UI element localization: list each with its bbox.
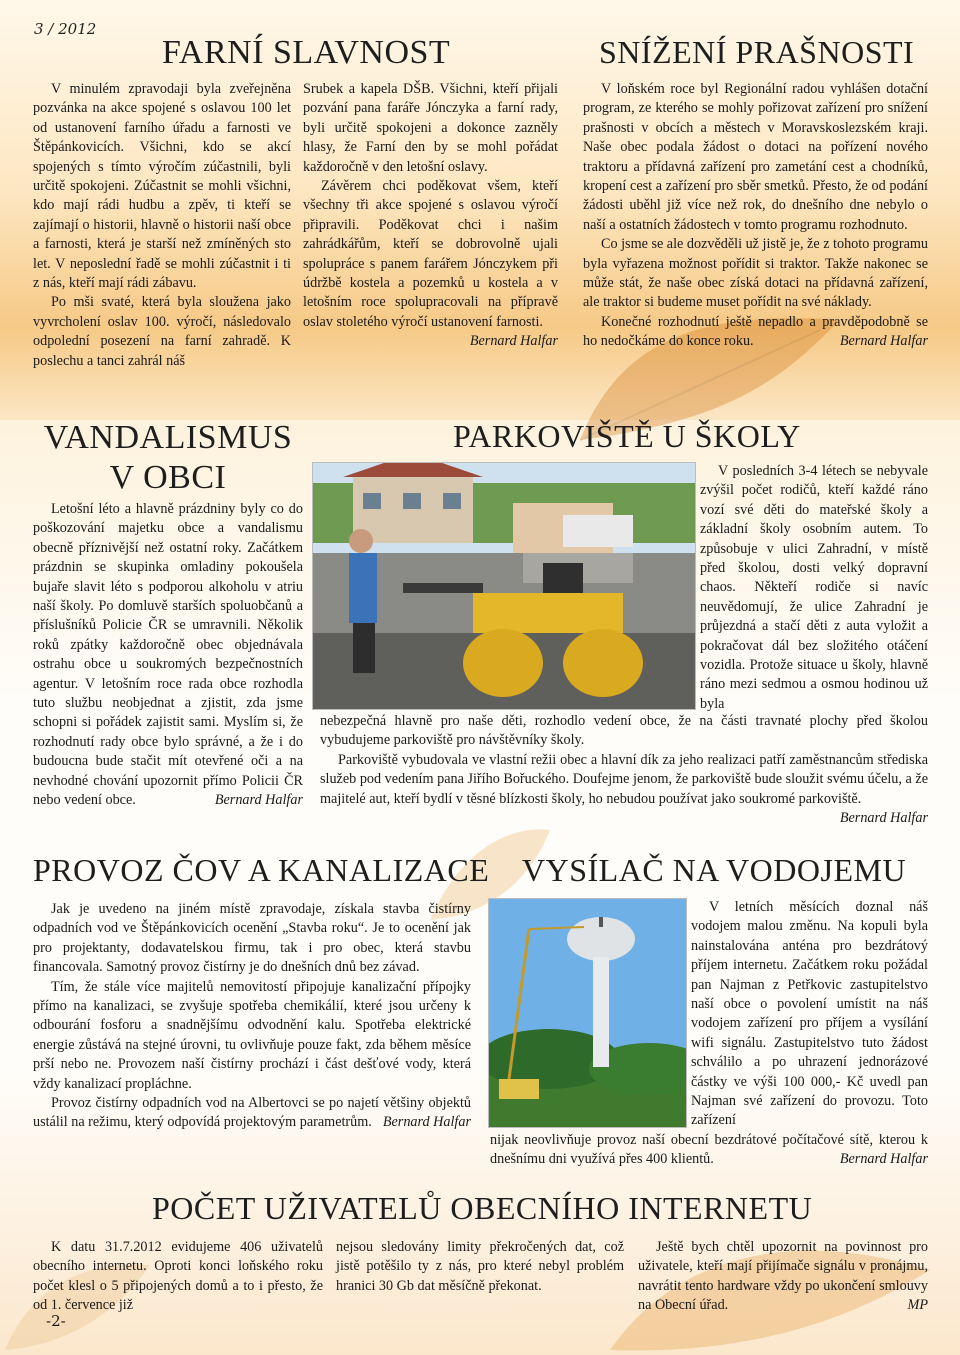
internet-author: MP	[907, 1297, 928, 1314]
vysilac-paragraph	[490, 1131, 928, 1170]
internet-text: nejsou sledovány limity překročených dat, což jistě potěšilo ty z nás, pro které nebyl problém hranici 30 Gb dat měsíčně překonat.	[336, 1239, 624, 1294]
internet-text: Ještě bych chtěl upozornit na povinnost pro uživatele, kteří mají přijímače signálu v pronájmu, navrátit tento hardware vždy po ukončení smlouvy na Obecní úřad.	[638, 1239, 928, 1314]
snizeni-author: Bernard Halfar	[839, 333, 928, 350]
vandalismus-title	[33, 418, 303, 498]
internet-column-3	[638, 1238, 928, 1316]
vandalismus-title-line: VANDALISMUS	[43, 419, 293, 456]
issue-number: 3 / 2012	[34, 20, 97, 38]
parking-photo-image	[313, 463, 695, 709]
parkoviste-column-bottom	[320, 712, 928, 828]
parkoviste-paragraph	[320, 712, 928, 751]
parkoviste-author: Bernard Halfar	[839, 810, 928, 827]
vandalismus-column	[33, 500, 303, 811]
parkoviste-paragraph	[320, 751, 928, 827]
cov-author: Bernard Halfar	[382, 1114, 471, 1131]
vysilac-title: VYSÍLAČ NA VODOJEMU	[522, 852, 907, 888]
cov-column	[33, 900, 471, 1133]
vysilac-column-bottom	[490, 1131, 928, 1170]
cov-paragraph	[33, 1094, 471, 1133]
parkoviste-text: nebezpečná hlavně pro naše děti, rozhodlo vedení obce, že na části travnaté plochy před školou vybudujeme parkoviště pro návštěvníky školy.	[320, 713, 928, 749]
parkoviste-column-right	[700, 462, 928, 714]
farni-paragraph	[33, 293, 291, 371]
farni-text: V minulém zpravodaji byla zveřejněna pozvánka na akce spojené s oslavou 100 let od ustanovení farního úřadu a farnosti ve Štěpánkovicích. Všichni, kdo se akcí spojených s tímto výročím zúčastnili, byli určitě spokojeni. Zúčastnit se mohli všichni, kdo mají rádi hudbu a zpěv, ti kteří se zajímají o historii, hlavně o historii naší obce a farnosti, která je starší než zmíněných sto let. V neposlední řadě se mohli zúčastnit i ti z nás, kteří mají rádi zábavu.	[33, 81, 291, 292]
parkoviste-text: Parkoviště vybudovala ve vlastní režii obec a hlavní dík za jeho realizaci patří zaměstnancům střediska služeb pod vedením pana Jiřího Bořuckého. Doufejme jenom, že parkoviště bude sloužit svému účelu, a že majitelé aut, kteří bydlí v těsné blízkosti školy, ho nebudou používat jako soukromé parkoviště.	[320, 751, 928, 807]
vandalismus-title-line: V OBCI	[109, 459, 227, 496]
farni-author: Bernard Halfar	[469, 333, 558, 350]
internet-text: K datu 31.7.2012 evidujeme 406 uživatelů obecního internetu. Oproti konci loňského roku počet klesl o 5 připojených domů a to i přesto, že od 1. července již	[33, 1239, 323, 1314]
cov-text: Tím, že stále více majitelů nemovitostí připojuje kanalizační přípojky přímo na kanalizaci, se zvyšuje spotřeba chemikálií, které jsou určeny k odbourání fosforu a snadnějšímu odvodnění kalu. Spotřeba elektrické energie zůstává na stejné úrovni, tu ovlivňuje pouze fakt, zda během měsíce prší nebo ne. Provozem naší čistírny prochází i část dešťové vody, která vždy kanalizací propláchne.	[33, 978, 471, 1092]
snizeni-text: Co jsme se ale dozvěděli už jistě je, že z tohoto programu byla vyřazena možnost pořídit si traktor. Takže nakonec se může stát, že naše obec získá dotaci na přídavná zařízení, ale traktor si budeme muset pořídit na své náklady.	[583, 236, 928, 311]
internet-column-1	[33, 1238, 323, 1316]
snizeni-paragraph	[583, 313, 928, 352]
vandalismus-paragraph	[33, 500, 303, 811]
parkoviste-paragraph	[700, 462, 928, 714]
parkoviste-title: PARKOVIŠTĚ U ŠKOLY	[453, 418, 801, 454]
internet-column-2	[336, 1238, 624, 1296]
water-tower-photo	[488, 898, 687, 1128]
snizeni-text: V loňském roce byl Regionální radou vyhlášen dotační program, ze kterého se mohly pořizovat zařízení pro snížení prašnosti v obcích a městech v Moravskoslezském kraji. Naše obec podala žádost o dotaci na pořízení nového traktoru a přídavná zařízení pro zametání cest a chodníků, kropení cest a zařízení pro sběr smetků. Přesto, že od podání žádosti uběhl již více než rok, do dnešního dne nebylo o naší a ostatních žádostech v tomto programu rozhodnuto.	[583, 81, 928, 233]
snizeni-paragraph	[583, 80, 928, 235]
snizeni-column	[583, 80, 928, 352]
page-number: -2-	[46, 1312, 66, 1330]
water-tower-photo-image	[489, 899, 686, 1127]
farni-paragraph	[303, 80, 558, 177]
farni-title: FARNÍ SLAVNOST	[162, 34, 451, 71]
internet-paragraph	[638, 1238, 928, 1316]
parking-photo	[312, 462, 696, 710]
farni-text: Závěrem chci poděkovat všem, kteří všechny tři akce spojené s oslavou výročí připravili. Poděkovat chci i našim zahrádkářům, kteří se dobrovolně ujali spolupráce s panem farářem Jónczykem při údržbě kostela a pozemků u kostela a v letošním roce spolupracovali na přípravě oslav stoletého výročí ustanovení farnosti.	[303, 178, 558, 330]
vysilac-paragraph	[691, 898, 928, 1131]
farni-text: Po mši svaté, která byla sloužena jako vyvrcholení oslav 100. výročí, následovalo odpolední posezení na farní zahradě. K poslechu a tanci zahrál náš	[33, 294, 291, 369]
farni-column-1	[33, 80, 291, 371]
cov-text: Provoz čistírny odpadních vod na Albertovci se po najetí většiny objektů ustálil na režimu, který odpovídá projektovým parametrům.	[33, 1095, 471, 1131]
cov-paragraph	[33, 978, 471, 1094]
vandalismus-text: Letošní léto a hlavně prázdniny byly co do poškozování majetku obce a vandalismu obecně příznivější než ostatní roky. Začátkem prázdnin se skupinka omladiny pokoušela bujaře slavit léto s podporou alkoholu v atriu naší školy. Po domluvě starších spoluobčanů a příslušníků Policie ČR se umravnili. Několik roků zpátky každoročně obec objednávala ostrahu obce u soukromých bezpečnostních agentur. V letošním roce rada obce rozhodla tuto službu neobjednat a zjistit, zda jsme schopni si pořádek zajistit sami. Myslím si, že rozhodnutí rady obce bylo správné, a že i do budoucna bude stačit mít otevřené oči a na nevhodné chování upozornit přímo Policii ČR nebo vedení obce.	[33, 501, 303, 809]
parkoviste-text: V posledních 3-4 létech se nebyvale zvýšil počet rodičů, kteří každé ráno vozí své děti do mateřské školy a základní školy osobním autem. To způsobuje v ulici Zahradní, v místě před školou, dosti velký dopravní chaos. Někteří rodiče si navíc neuvědomují, že ulice Zahradní je průjezdná a stačí děti z auta vyložit a pokračovat dál bez složitého otáčení vozidla. Protože situace u školy, hlavně ráno mezi sedmou a osmou hodinou už byla	[700, 463, 928, 712]
internet-title: POČET UŽIVATELŮ OBECNÍHO INTERNETU	[152, 1190, 813, 1226]
farni-paragraph	[303, 177, 558, 350]
farni-paragraph	[33, 80, 291, 293]
farni-column-2	[303, 80, 558, 352]
cov-title: PROVOZ ČOV A KANALIZACE	[33, 852, 490, 888]
vysilac-text: nijak neovlivňuje provoz naší obecní bezdrátové počítačové sítě, kterou k dnešnímu dni využívá přes 400 klientů.	[490, 1132, 928, 1168]
snizeni-text: Konečné rozhodnutí ještě nepadlo a pravděpodobně se ho nedočkáme do konce roku.	[583, 313, 928, 350]
vysilac-author: Bernard Halfar	[839, 1151, 928, 1168]
snizeni-title: SNÍŽENÍ PRAŠNOSTI	[599, 34, 915, 70]
vandalismus-author: Bernard Halfar	[214, 792, 303, 809]
cov-text: Jak je uvedeno na jiném místě zpravodaje, získala stavba čistírny odpadních vod ve Štěpánkovicích ocenění „Stavba roku“. Je to ocenění jak pro projektanty, dodavatelskou firmu, tak i pro obec, která stavbu financovala. Samotný provoz čistírny je do dnešních dnů bez závad.	[33, 901, 471, 976]
cov-paragraph	[33, 900, 471, 978]
internet-paragraph	[336, 1238, 624, 1296]
vysilac-text: V letních měsících doznal náš vodojem malou změnu. Na kopuli byla nainstalována anténa pro bezdrátový příjem internetu. Začátkem roku požádal pan Najman z Petřkovic zastupitelstvo naší obce o povolení umístit na náš vodojem zařízení pro příjem a vysílání wifi signálu. Zastupitelstvo tuto žádost schválilo a po uhrazení jednorázové částky ve výši 100 000,- Kč uvedl pan Najman své zařízení do provozu. Toto zařízení	[691, 899, 928, 1129]
internet-paragraph	[33, 1238, 323, 1316]
vysilac-column-right	[691, 898, 928, 1131]
snizeni-paragraph	[583, 235, 928, 313]
farni-text: Srubek a kapela DŠB. Všichni, kteří přijali pozvání pana faráře Jónczyka a farní rady, byli určitě spokojeni a dokonce zazněly hlasy, že Farní den by se mohl pořádat každoročně v den letošní oslavy.	[303, 81, 558, 175]
